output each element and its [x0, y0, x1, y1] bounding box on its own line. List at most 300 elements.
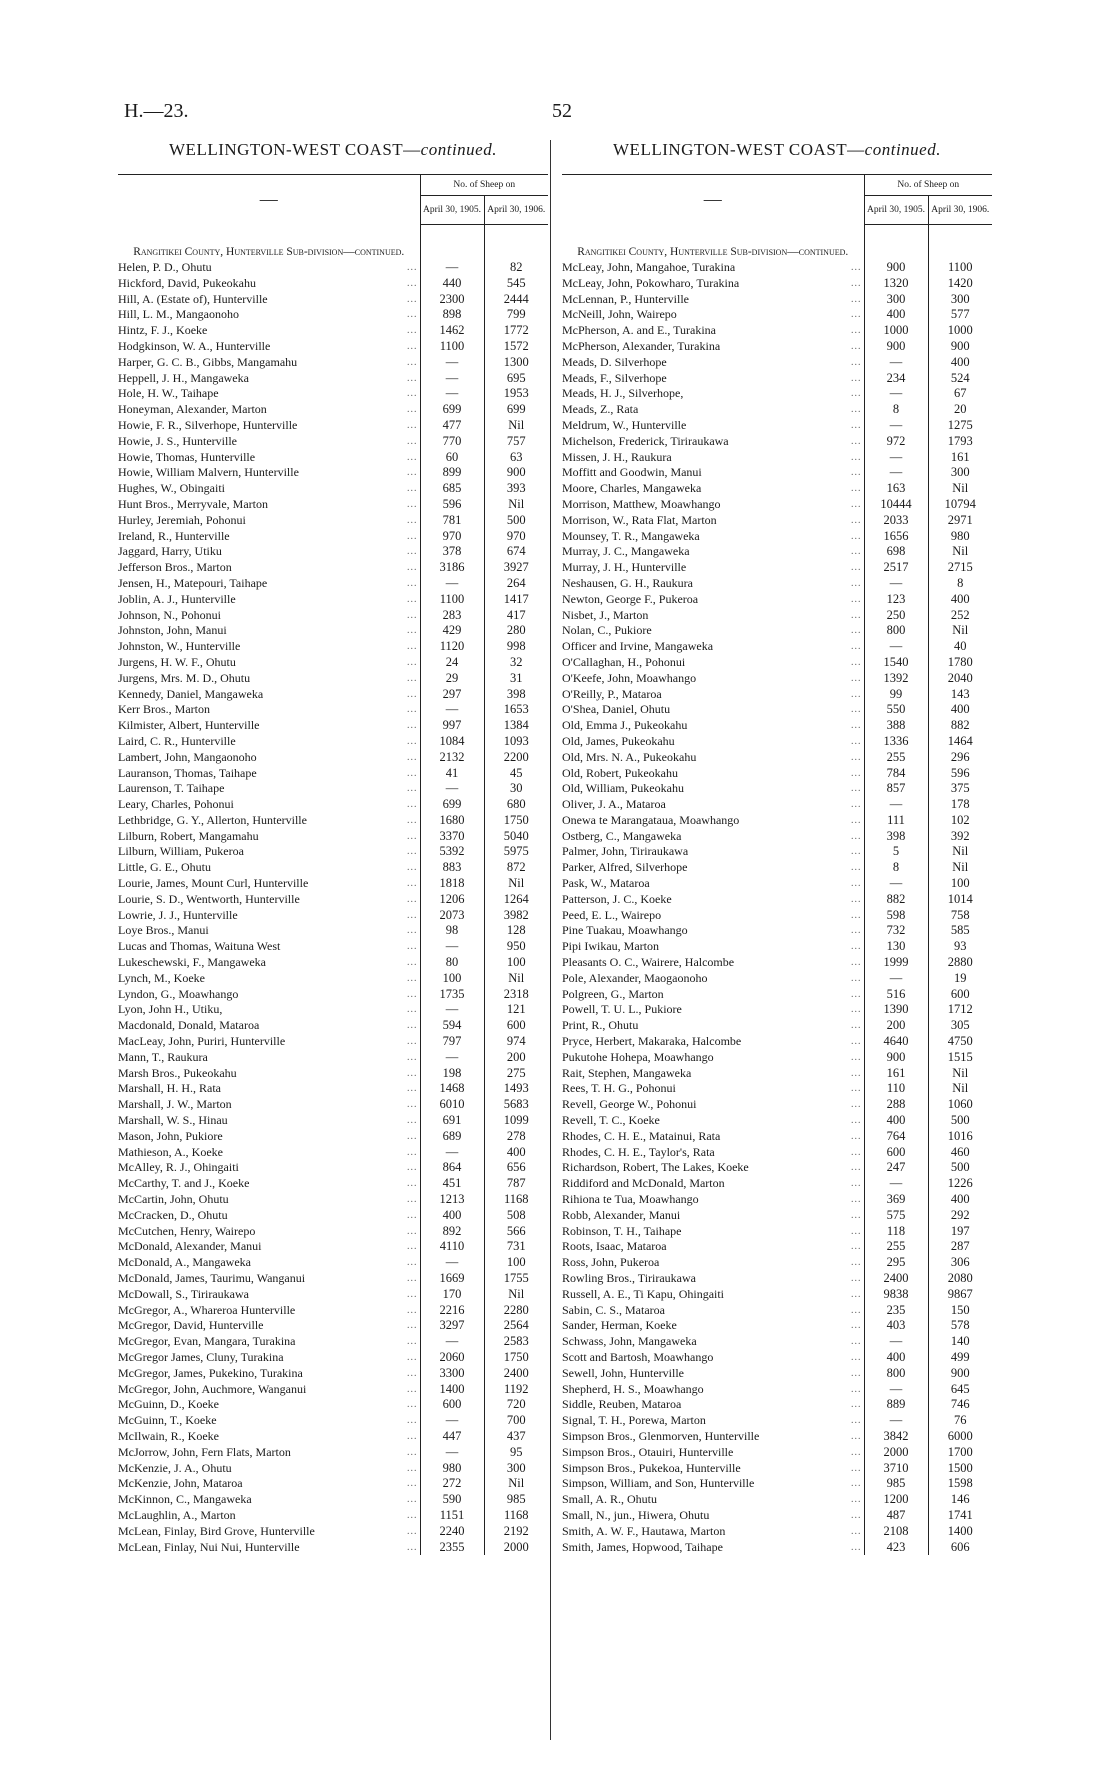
- owner-name: Pukutohe Hohepa, Moawhango ...: [562, 1049, 862, 1064]
- owner-name: Powell, T. U. L., Pukiore ...: [562, 1002, 862, 1017]
- sheep-1905-value: 900: [864, 339, 928, 355]
- owner-name: Schwass, John, Mangaweka ...: [562, 1334, 862, 1349]
- table-row: [562, 1303, 992, 1319]
- table-row: [562, 955, 992, 971]
- table-row: [118, 1160, 548, 1176]
- table-row: [562, 1334, 992, 1350]
- sheep-1905-value: —: [864, 465, 928, 481]
- table-row: [118, 829, 548, 845]
- sheep-1906-value: 100: [950, 876, 970, 891]
- table-row: [562, 1366, 992, 1382]
- sheep-1905-value: 2033: [864, 513, 928, 529]
- owner-name: Meads, H. J., Silverhope, ...: [562, 386, 862, 401]
- sheep-1905-value: 388: [864, 718, 928, 734]
- table-row: [562, 355, 992, 371]
- owner-name: Lethbridge, G. Y., Allerton, Hunterville ...: [118, 812, 418, 827]
- sheep-1906-value: Nil: [952, 1065, 969, 1080]
- sheep-1905-value: 398: [864, 829, 928, 845]
- owner-name: Lourie, James, Mount Curl, Hunterville ...: [118, 876, 418, 891]
- table-row: [562, 1492, 992, 1508]
- sheep-1906-value: 731: [506, 1239, 526, 1254]
- sheep-1906-value: 1598: [947, 1476, 973, 1491]
- sheep-1905-value: 9838: [864, 1287, 928, 1303]
- table-row: [562, 323, 992, 339]
- sheep-1905-value: 234: [864, 371, 928, 387]
- sheep-1906-value: 32: [510, 654, 523, 669]
- table-row: [562, 1239, 992, 1255]
- sheep-1906-value: 437: [506, 1428, 526, 1443]
- sheep-1906-value: 264: [506, 575, 526, 590]
- table-row: [562, 702, 992, 718]
- sheep-1905-value: 1669: [420, 1271, 484, 1287]
- sheep-1906-value: 296: [950, 749, 970, 764]
- sheep-1905-value: —: [420, 1413, 484, 1429]
- sheep-count-header: No. of Sheep on: [420, 175, 548, 196]
- table-row: [562, 1445, 992, 1461]
- table-row: [118, 1540, 548, 1556]
- table-row: [118, 987, 548, 1003]
- owner-name: Riddiford and McDonald, Marton ...: [562, 1176, 862, 1191]
- owner-name: Lyndon, G., Moawhango ...: [118, 986, 418, 1001]
- owner-name: Pole, Alexander, Maogaonoho ...: [562, 970, 862, 985]
- sheep-1906-value: 1793: [947, 433, 973, 448]
- sheep-1905-value: 864: [420, 1160, 484, 1176]
- owner-name: Lilburn, Robert, Mangamahu ...: [118, 828, 418, 843]
- sheep-1905-value: 781: [420, 513, 484, 529]
- table-row: [118, 450, 548, 466]
- table-row: [118, 1318, 548, 1334]
- owner-name: Rhodes, C. H. E., Taylor's, Rata ...: [562, 1144, 862, 1159]
- owner-name: Revell, George W., Pohonui ...: [562, 1097, 862, 1112]
- table-row: [118, 1081, 548, 1097]
- owner-name: Simpson Bros., Glenmorven, Hunterville ...: [562, 1428, 862, 1443]
- owner-name: Lauranson, Thomas, Taihape ...: [118, 765, 418, 780]
- owner-name: McIlwain, R., Koeke ...: [118, 1428, 418, 1443]
- table-row: [118, 955, 548, 971]
- table-row: [562, 1476, 992, 1492]
- sheep-1906-value: 128: [506, 923, 526, 938]
- table-row: [118, 402, 548, 418]
- table-row: [562, 1540, 992, 1556]
- table-row: [562, 1224, 992, 1240]
- table-row: [562, 718, 992, 734]
- owner-name: McPherson, A. and E., Turakina ...: [562, 323, 862, 338]
- sheep-1905-value: 1540: [864, 655, 928, 671]
- sheep-1906-value: 2192: [503, 1523, 529, 1538]
- table-row: [562, 844, 992, 860]
- sheep-1905-value: 130: [864, 939, 928, 955]
- sheep-1906-value: 998: [506, 639, 526, 654]
- right-column: [562, 140, 992, 1555]
- sheep-1906-value: Nil: [952, 844, 969, 859]
- owner-name: Nisbet, J., Marton ...: [562, 607, 862, 622]
- sheep-1905-value: 3370: [420, 829, 484, 845]
- sheep-1906-value: 700: [506, 1413, 526, 1428]
- sheep-1906-value: 393: [506, 481, 526, 496]
- owner-name: Little, G. E., Ohutu ...: [118, 860, 418, 875]
- table-row: [118, 734, 548, 750]
- table-row: [562, 623, 992, 639]
- sheep-1905-value: 477: [420, 418, 484, 434]
- owner-name: McAlley, R. J., Ohingaiti ...: [118, 1160, 418, 1175]
- owner-name: Scott and Bartosh, Moawhango ...: [562, 1349, 862, 1364]
- owner-name: Howie, William Malvern, Hunterville ...: [118, 465, 418, 480]
- year-1906-header: April 30, 1906.: [928, 196, 992, 225]
- owner-name: Jefferson Bros., Marton ...: [118, 560, 418, 575]
- sheep-1906-value: 720: [506, 1397, 526, 1412]
- owner-name: Robinson, T. H., Taihape ...: [562, 1223, 862, 1238]
- sheep-1905-value: 980: [420, 1461, 484, 1477]
- sheep-1906-value: 1168: [503, 1507, 529, 1522]
- sheep-1905-value: 857: [864, 781, 928, 797]
- table-row: [118, 1382, 548, 1398]
- sheep-1906-value: 600: [506, 1018, 526, 1033]
- sheep-1906-value: 606: [950, 1539, 970, 1554]
- sheep-1906-value: 900: [950, 338, 970, 353]
- sheep-1905-value: 447: [420, 1429, 484, 1445]
- sheep-1905-value: 2073: [420, 908, 484, 924]
- owner-name: Lynch, M., Koeke ...: [118, 970, 418, 985]
- sheep-1905-value: 170: [420, 1287, 484, 1303]
- table-row: [562, 1271, 992, 1287]
- table-row: [562, 1318, 992, 1334]
- table-row: [118, 576, 548, 592]
- owner-name: Palmer, John, Tiriraukawa ...: [562, 844, 862, 859]
- sheep-1905-value: 594: [420, 1018, 484, 1034]
- sheep-1906-value: 2715: [947, 560, 973, 575]
- sheep-1906-value: 10794: [944, 496, 976, 511]
- sheep-1905-value: 440: [420, 276, 484, 292]
- sheep-1905-value: —: [864, 1334, 928, 1350]
- owner-name: Mounsey, T. R., Mangaweka ...: [562, 528, 862, 543]
- owner-name: Old, Robert, Pukeokahu ...: [562, 765, 862, 780]
- table-row: [118, 386, 548, 402]
- table-row: [562, 1097, 992, 1113]
- sheep-1905-value: —: [864, 576, 928, 592]
- table-row: [562, 1145, 992, 1161]
- sheep-1906-value: 680: [506, 797, 526, 812]
- table-row: [562, 560, 992, 576]
- sheep-1906-value: 758: [950, 907, 970, 922]
- table-row: [118, 923, 548, 939]
- owner-name: McKenzie, John, Mataroa ...: [118, 1476, 418, 1491]
- table-row: [562, 1208, 992, 1224]
- owner-name: Pask, W., Mataroa ...: [562, 876, 862, 891]
- owner-name: Neshausen, G. H., Raukura ...: [562, 575, 862, 590]
- owner-name: McLaughlin, A., Marton ...: [118, 1507, 418, 1522]
- sheep-1905-value: 99: [864, 687, 928, 703]
- owner-name: Pryce, Herbert, Makaraka, Halcombe ...: [562, 1034, 862, 1049]
- sheep-1905-value: 889: [864, 1397, 928, 1413]
- owner-name: Jurgens, H. W. F., Ohutu ...: [118, 654, 418, 669]
- sheep-1905-value: 400: [864, 1113, 928, 1129]
- table-row: [118, 797, 548, 813]
- sheep-1906-value: 882: [950, 718, 970, 733]
- table-row: [118, 844, 548, 860]
- table-row: [118, 1445, 548, 1461]
- sheep-1905-value: 598: [864, 908, 928, 924]
- sheep-1905-value: 2300: [420, 292, 484, 308]
- sheep-1905-value: 198: [420, 1066, 484, 1082]
- table-row: [562, 592, 992, 608]
- sheep-1906-value: 1016: [947, 1128, 973, 1143]
- sheep-1905-value: 2240: [420, 1524, 484, 1540]
- owner-name: Lowrie, J. J., Hunterville ...: [118, 907, 418, 922]
- owner-name: Onewa te Marangataua, Moawhango ...: [562, 812, 862, 827]
- column-divider: [550, 140, 551, 1740]
- sheep-1906-value: Nil: [952, 1081, 969, 1096]
- table-row: [562, 1050, 992, 1066]
- sheep-1906-value: 1953: [503, 386, 529, 401]
- owner-name: McKinnon, C., Mangaweka ...: [118, 1492, 418, 1507]
- table-row: [562, 671, 992, 687]
- sheep-1905-value: 764: [864, 1129, 928, 1145]
- table-row: [562, 307, 992, 323]
- sheep-1905-value: 400: [864, 1350, 928, 1366]
- sheep-1906-value: Nil: [952, 544, 969, 559]
- table-row: [118, 655, 548, 671]
- sheep-1906-value: 787: [506, 1176, 526, 1191]
- sheep-1906-value: 1420: [947, 275, 973, 290]
- sheep-1905-value: 2132: [420, 750, 484, 766]
- table-row: [118, 1176, 548, 1192]
- sheep-1905-value: 300: [864, 292, 928, 308]
- sheep-1906-value: 2564: [503, 1318, 529, 1333]
- sheep-1905-value: 1680: [420, 813, 484, 829]
- table-row: [118, 1050, 548, 1066]
- table-row: [118, 876, 548, 892]
- table-row: [118, 560, 548, 576]
- name-column-header: —: [118, 175, 420, 225]
- sheep-1905-value: 3710: [864, 1461, 928, 1477]
- owner-name: O'Reilly, P., Mataroa ...: [562, 686, 862, 701]
- sheep-1905-value: 1336: [864, 734, 928, 750]
- table-row: [562, 1066, 992, 1082]
- table-row: [118, 892, 548, 908]
- sheep-1905-value: —: [420, 371, 484, 387]
- sheep-1906-value: 375: [950, 781, 970, 796]
- sheep-1905-value: 1390: [864, 1002, 928, 1018]
- sheep-1906-value: 392: [950, 828, 970, 843]
- table-row: [562, 418, 992, 434]
- owner-name: Murray, J. C., Mangaweka ...: [562, 544, 862, 559]
- sheep-1905-value: —: [420, 939, 484, 955]
- table-row: [118, 908, 548, 924]
- table-row: [118, 1524, 548, 1540]
- sheep-1905-value: —: [420, 702, 484, 718]
- owner-name: Laurenson, T. Taihape ...: [118, 781, 418, 796]
- sheep-1905-value: 161: [864, 1066, 928, 1082]
- owner-name: Mason, John, Pukiore ...: [118, 1128, 418, 1143]
- page-number: 52: [552, 100, 572, 122]
- owner-name: Johnston, John, Manui ...: [118, 623, 418, 638]
- sheep-1906-value: 300: [950, 465, 970, 480]
- sheep-1905-value: 400: [420, 1208, 484, 1224]
- sheep-1906-value: 4750: [947, 1034, 973, 1049]
- table-row: [118, 1476, 548, 1492]
- sheep-1906-value: 82: [510, 260, 523, 274]
- sheep-1906-value: 100: [506, 1255, 526, 1270]
- owner-name: Rihiona te Tua, Moawhango ...: [562, 1192, 862, 1207]
- sheep-1905-value: 5392: [420, 844, 484, 860]
- sheep-1905-value: 5: [864, 844, 928, 860]
- sheep-1906-value: 6000: [947, 1428, 973, 1443]
- owner-name: Lucas and Thomas, Waituna West ...: [118, 939, 418, 954]
- owner-name: Ross, John, Pukeroa ...: [562, 1255, 862, 1270]
- sheep-1905-value: 272: [420, 1476, 484, 1492]
- sheep-1905-value: —: [420, 576, 484, 592]
- sheep-1905-value: 2060: [420, 1350, 484, 1366]
- sheep-1905-value: —: [864, 876, 928, 892]
- table-row: [118, 355, 548, 371]
- sheep-1905-value: 3297: [420, 1318, 484, 1334]
- column-title: WELLINGTON-WEST COAST—continued.: [169, 140, 497, 159]
- table-row: [562, 1081, 992, 1097]
- section-heading: Rangitikei County, Hunterville Sub-division—continued.: [133, 246, 405, 258]
- owner-name: Lourie, S. D., Wentworth, Hunterville ...: [118, 891, 418, 906]
- table-row: [562, 292, 992, 308]
- sheep-1905-value: 118: [864, 1224, 928, 1240]
- sheep-1906-value: 67: [954, 386, 967, 401]
- owner-name: Polgreen, G., Marton ...: [562, 986, 862, 1001]
- sheep-1906-value: 143: [950, 686, 970, 701]
- sheep-1906-value: 578: [950, 1318, 970, 1333]
- sheep-1905-value: 732: [864, 923, 928, 939]
- sheep-1906-value: 2200: [503, 749, 529, 764]
- sheep-1905-value: 110: [864, 1081, 928, 1097]
- sheep-1906-value: 596: [950, 765, 970, 780]
- sheep-1905-value: 2216: [420, 1303, 484, 1319]
- table-row: [562, 687, 992, 703]
- table-row: [118, 513, 548, 529]
- sheep-1906-value: 1168: [503, 1192, 529, 1207]
- owner-name: Macdonald, Donald, Mataroa ...: [118, 1018, 418, 1033]
- sheep-1906-value: 93: [954, 939, 967, 954]
- sheep-1906-value: 306: [950, 1255, 970, 1270]
- table-row: [562, 971, 992, 987]
- owner-name: McLennan, P., Hunterville ...: [562, 291, 862, 306]
- sheep-1905-value: —: [420, 260, 484, 276]
- sheep-1905-value: —: [864, 1382, 928, 1398]
- sheep-1905-value: —: [420, 781, 484, 797]
- sheep-1906-value: 417: [506, 607, 526, 622]
- table-row: [118, 371, 548, 387]
- owner-name: Old, James, Pukeokahu ...: [562, 733, 862, 748]
- owner-name: Jensen, H., Matepouri, Taihape ...: [118, 575, 418, 590]
- sheep-1906-value: 1264: [503, 891, 529, 906]
- sheep-1906-value: 1014: [947, 891, 973, 906]
- owner-name: Simpson Bros., Otauiri, Hunterville ...: [562, 1444, 862, 1459]
- sheep-1905-value: 3186: [420, 560, 484, 576]
- table-row: [562, 608, 992, 624]
- sheep-1905-value: 685: [420, 481, 484, 497]
- owner-name: Marshall, H. H., Rata ...: [118, 1081, 418, 1096]
- table-row: [562, 829, 992, 845]
- table-row: [118, 1461, 548, 1477]
- sheep-1905-value: 900: [864, 260, 928, 276]
- owner-name: McDonald, A., Mangaweka ...: [118, 1255, 418, 1270]
- sheep-1906-value: 746: [950, 1397, 970, 1412]
- owner-name: McGregor James, Cluny, Turakina ...: [118, 1349, 418, 1364]
- sheep-1905-value: 972: [864, 434, 928, 450]
- table-row: [118, 1145, 548, 1161]
- table-row: [562, 987, 992, 1003]
- owner-name: Hickford, David, Pukeokahu ...: [118, 275, 418, 290]
- owner-name: McCartin, John, Ohutu ...: [118, 1192, 418, 1207]
- owner-name: Meads, D. Silverhope ...: [562, 354, 862, 369]
- owner-name: Hill, L. M., Mangaonoho ...: [118, 307, 418, 322]
- sheep-1906-value: 900: [950, 1365, 970, 1380]
- sheep-1906-value: 1093: [503, 733, 529, 748]
- sheep-1906-value: 400: [950, 591, 970, 606]
- owner-name: Richardson, Robert, The Lakes, Koeke ...: [562, 1160, 862, 1175]
- sheep-1906-value: 95: [510, 1444, 523, 1459]
- sheep-1905-value: 698: [864, 544, 928, 560]
- sheep-1906-value: 140: [950, 1334, 970, 1349]
- owner-name: Johnston, W., Hunterville ...: [118, 639, 418, 654]
- table-row: [118, 623, 548, 639]
- sheep-1905-value: 250: [864, 608, 928, 624]
- sheep-1906-value: 400: [950, 702, 970, 717]
- owner-name: Rees, T. H. G., Pohonui ...: [562, 1081, 862, 1096]
- sheep-1905-value: 123: [864, 592, 928, 608]
- sheep-1905-value: 400: [864, 307, 928, 323]
- owner-name: McKenzie, J. A., Ohutu ...: [118, 1460, 418, 1475]
- sheep-1905-value: 699: [420, 402, 484, 418]
- owner-name: Lilburn, William, Pukeroa ...: [118, 844, 418, 859]
- sheep-1906-value: 102: [950, 812, 970, 827]
- owner-name: O'Keefe, John, Moawhango ...: [562, 670, 862, 685]
- sheep-1906-value: 197: [950, 1223, 970, 1238]
- sheep-1905-value: 1320: [864, 276, 928, 292]
- section-heading: Rangitikei County, Hunterville Sub-division—continued.: [577, 246, 849, 258]
- owner-name: Peed, E. L., Wairepo ...: [562, 907, 862, 922]
- sheep-1906-value: 76: [954, 1413, 967, 1428]
- table-row: [562, 1160, 992, 1176]
- table-row: [118, 718, 548, 734]
- sheep-1906-value: 970: [506, 528, 526, 543]
- table-row: [562, 497, 992, 513]
- owner-name: Howie, F. R., Silverhope, Hunterville ...: [118, 417, 418, 432]
- table-row: [118, 781, 548, 797]
- sheep-1906-value: 1750: [503, 812, 529, 827]
- sheep-1906-value: 577: [950, 307, 970, 322]
- sheep-1905-value: 378: [420, 544, 484, 560]
- sheep-1906-value: 30: [510, 781, 523, 796]
- sheep-1905-value: 451: [420, 1176, 484, 1192]
- owner-name: Rait, Stephen, Mangaweka ...: [562, 1065, 862, 1080]
- owner-name: O'Callaghan, H., Pohonui ...: [562, 654, 862, 669]
- sheep-1906-value: 600: [950, 986, 970, 1001]
- name-column-header: —: [562, 175, 864, 225]
- sheep-1905-value: 590: [420, 1492, 484, 1508]
- sheep-1905-value: —: [420, 1145, 484, 1161]
- sheep-1905-value: 3300: [420, 1366, 484, 1382]
- sheep-1906-value: 500: [950, 1160, 970, 1175]
- sheep-1906-value: Nil: [508, 1286, 525, 1301]
- owner-name: Print, R., Ohutu ...: [562, 1018, 862, 1033]
- sheep-1905-value: 80: [420, 955, 484, 971]
- sheep-1906-value: 1400: [947, 1523, 973, 1538]
- table-row: [562, 1382, 992, 1398]
- sheep-1906-value: 1192: [503, 1381, 529, 1396]
- owner-name: Shepherd, H. S., Moawhango ...: [562, 1381, 862, 1396]
- sheep-1906-value: 2080: [947, 1271, 973, 1285]
- sheep-1906-value: 1741: [947, 1507, 973, 1522]
- owner-name: Robb, Alexander, Manui ...: [562, 1207, 862, 1222]
- table-row: [562, 481, 992, 497]
- owner-name: Small, N., jun., Hiwera, Ohutu ...: [562, 1507, 862, 1522]
